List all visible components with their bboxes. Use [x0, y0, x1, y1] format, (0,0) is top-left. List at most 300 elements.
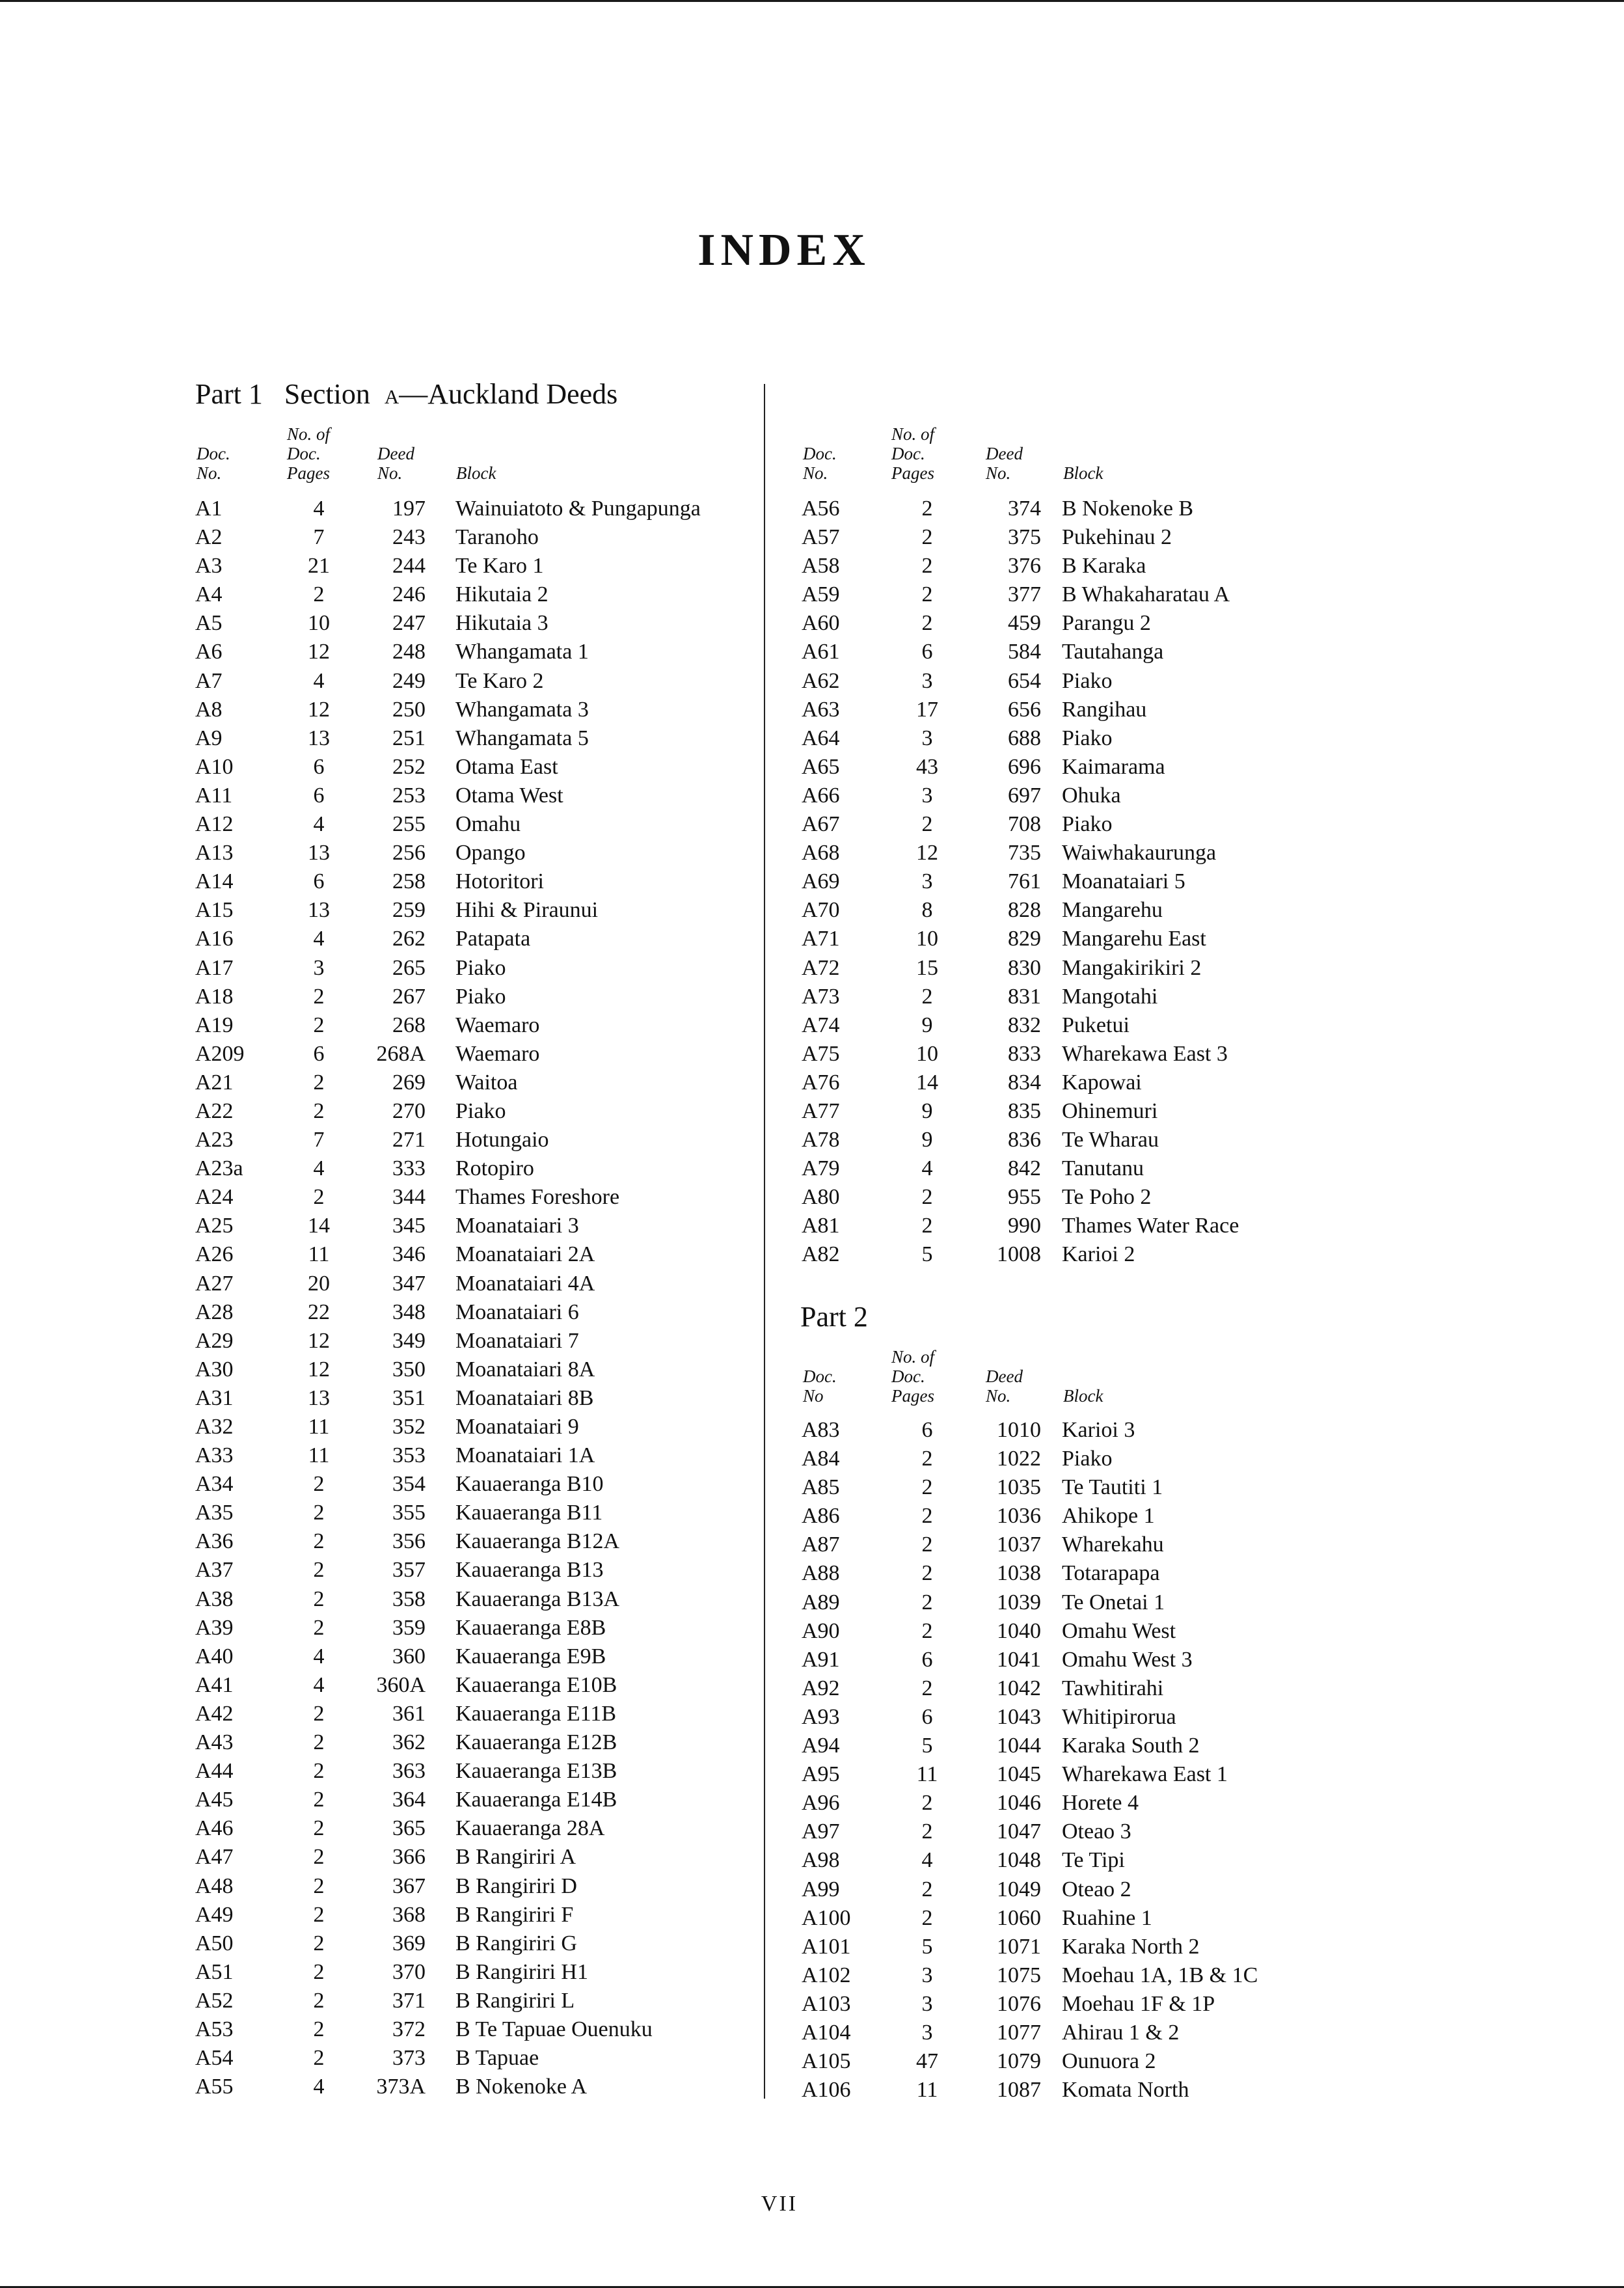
doc-number-cell: A37	[195, 1558, 234, 1583]
page-count-cell: 6	[313, 783, 325, 808]
block-name-cell: Karaka North 2	[1062, 1934, 1200, 1959]
table-row	[802, 552, 1361, 580]
doc-number-cell: A3	[195, 554, 223, 579]
deed-number-cell: 1071	[997, 1934, 1041, 1959]
doc-number-cell: A64	[802, 726, 840, 750]
table-row	[195, 1786, 755, 1814]
table-row	[195, 1413, 755, 1441]
block-name-cell: Horete 4	[1062, 1791, 1139, 1816]
table-row	[802, 1473, 1361, 1502]
table-row	[195, 1556, 755, 1585]
page-count-cell: 13	[308, 1385, 330, 1410]
doc-number-cell: A85	[802, 1475, 840, 1500]
page-count-cell: 2	[313, 1501, 325, 1525]
deed-number-cell: 1008	[997, 1242, 1041, 1267]
section-title-text: —Auckland Deeds	[399, 378, 618, 410]
table-row	[802, 1069, 1361, 1097]
doc-number-cell: A42	[195, 1701, 234, 1726]
part2-header-deed-no: Deed No.	[986, 1367, 1023, 1406]
block-name-cell: Te Karo 2	[455, 668, 544, 693]
deed-number-cell: 842	[1008, 1156, 1041, 1181]
deed-number-cell: 367	[392, 1873, 426, 1898]
deed-number-cell: 697	[1008, 783, 1041, 808]
block-name-cell: Te Poho 2	[1062, 1185, 1152, 1210]
page-count-cell: 2	[921, 1590, 933, 1614]
doc-number-cell: A57	[802, 525, 840, 550]
deed-number-cell: 253	[392, 783, 426, 808]
deed-number-cell: 375	[1008, 525, 1041, 550]
deed-number-cell: 255	[392, 812, 426, 837]
page-count-cell: 2	[313, 1902, 325, 1927]
doc-number-cell: A22	[195, 1098, 234, 1123]
doc-number-cell: A48	[195, 1873, 234, 1898]
table-row	[195, 1327, 755, 1355]
block-name-cell: Waiwhakaurunga	[1062, 841, 1217, 865]
deed-number-cell: 376	[1008, 554, 1041, 579]
block-name-cell: Hihi & Piraunui	[455, 898, 599, 923]
page-count-cell: 14	[308, 1214, 330, 1238]
page-number: VII	[761, 2192, 798, 2216]
table-row	[802, 1559, 1361, 1588]
table-row	[195, 1843, 755, 1872]
table-row	[802, 1703, 1361, 1732]
page-count-cell: 2	[921, 1561, 933, 1586]
part-label: Part 1	[195, 378, 263, 410]
table-row	[802, 867, 1361, 896]
block-name-cell: Taranoho	[455, 525, 539, 550]
section-label: Section	[284, 378, 370, 410]
page-count-cell: 47	[916, 2049, 938, 2074]
table-row	[195, 1441, 755, 1470]
table-row	[195, 1154, 755, 1183]
deed-number-cell: 373A	[376, 2075, 426, 2099]
block-name-cell: Komata North	[1062, 2078, 1189, 2103]
deed-number-cell: 1045	[997, 1762, 1041, 1787]
deed-number-cell: 1048	[997, 1848, 1041, 1873]
deed-number-cell: 356	[392, 1529, 426, 1554]
doc-number-cell: A58	[802, 554, 840, 579]
page-count-cell: 2	[921, 1504, 933, 1529]
deed-number-cell: 955	[1008, 1185, 1041, 1210]
table-row	[802, 954, 1361, 983]
doc-number-cell: A92	[802, 1676, 840, 1700]
block-name-cell: Wainuiatoto & Pungapunga	[455, 497, 701, 521]
doc-number-cell: A14	[195, 869, 234, 894]
doc-number-cell: A70	[802, 898, 840, 923]
deed-number-cell: 265	[392, 955, 426, 980]
doc-number-cell: A35	[195, 1501, 234, 1525]
deed-number-cell: 1049	[997, 1877, 1041, 1901]
block-name-cell: Ruahine 1	[1062, 1905, 1152, 1930]
block-name-cell: Mangotahi	[1062, 984, 1158, 1009]
doc-number-cell: A28	[195, 1300, 234, 1324]
block-name-cell: Moanataiari 7	[455, 1328, 579, 1353]
block-name-cell: Moanataiari 4A	[455, 1271, 595, 1296]
deed-number-cell: 251	[392, 726, 426, 750]
doc-number-cell: A73	[802, 984, 840, 1009]
doc-number-cell: A1	[195, 497, 223, 521]
page-count-cell: 2	[921, 812, 933, 837]
page-count-cell: 4	[313, 927, 325, 951]
deed-number-cell: 1038	[997, 1561, 1041, 1586]
deed-number-cell: 831	[1008, 984, 1041, 1009]
block-name-cell: Kauaeranga E14B	[455, 1788, 617, 1812]
block-name-cell: B Tapuae	[455, 2046, 539, 2071]
table-row	[195, 1298, 755, 1327]
block-name-cell: Thames Foreshore	[455, 1185, 620, 1210]
page-count-cell: 6	[921, 1418, 933, 1442]
block-name-cell: Kauaeranga B13A	[455, 1587, 620, 1611]
block-name-cell: Te Onetai 1	[1062, 1590, 1165, 1614]
block-name-cell: Piako	[1062, 1447, 1113, 1471]
doc-number-cell: A76	[802, 1070, 840, 1095]
page-count-cell: 4	[313, 812, 325, 837]
page-count-cell: 6	[313, 754, 325, 779]
table-row	[802, 1126, 1361, 1154]
deed-number-cell: 247	[392, 611, 426, 636]
block-name-cell: Piako	[455, 984, 506, 1009]
deed-number-cell: 345	[392, 1214, 426, 1238]
table-row	[195, 1097, 755, 1126]
page-count-cell: 11	[308, 1443, 330, 1468]
page-count-cell: 2	[921, 1214, 933, 1238]
section-letter: a	[384, 378, 399, 410]
deed-number-cell: 346	[392, 1242, 426, 1267]
table-row	[195, 1987, 755, 2015]
page-count-cell: 13	[308, 841, 330, 865]
block-name-cell: Omahu West 3	[1062, 1647, 1193, 1672]
block-name-cell: B Te Tapuae Ouenuku	[455, 2017, 653, 2041]
deed-number-cell: 360A	[376, 1672, 426, 1697]
block-name-cell: Moehau 1A, 1B & 1C	[1062, 1963, 1258, 1987]
page-count-cell: 3	[313, 955, 325, 980]
table-row	[802, 1990, 1361, 2019]
deed-number-cell: 358	[392, 1587, 426, 1611]
page-count-cell: 3	[921, 2020, 933, 2045]
table-row	[802, 1904, 1361, 1933]
block-name-cell: Rangihau	[1062, 697, 1147, 722]
page-count-cell: 2	[921, 1185, 933, 1210]
doc-number-cell: A49	[195, 1902, 234, 1927]
table-row	[802, 724, 1361, 753]
block-name-cell: Patapata	[455, 927, 531, 951]
doc-number-cell: A31	[195, 1385, 234, 1410]
block-name-cell: Kauaeranga E13B	[455, 1759, 617, 1784]
block-name-cell: B Rangiriri H1	[455, 1959, 588, 1984]
block-name-cell: Ahirau 1 & 2	[1062, 2020, 1180, 2045]
doc-number-cell: A209	[195, 1041, 245, 1066]
table-row	[802, 1502, 1361, 1531]
deed-number-cell: 197	[392, 497, 426, 521]
header-block-right: Block	[1063, 463, 1103, 483]
block-name-cell: Karioi 2	[1062, 1242, 1135, 1267]
doc-number-cell: A30	[195, 1357, 234, 1382]
block-name-cell: Oteao 3	[1062, 1819, 1131, 1844]
table-row	[195, 580, 755, 609]
block-name-cell: Moanataiari 3	[455, 1214, 579, 1238]
table-row	[802, 1240, 1361, 1269]
page-count-cell: 2	[313, 582, 325, 607]
header-deed-no: Deed No.	[377, 444, 414, 483]
block-name-cell: Moehau 1F & 1P	[1062, 1991, 1215, 2016]
doc-number-cell: A13	[195, 841, 234, 865]
deed-number-cell: 1043	[997, 1704, 1041, 1729]
table-row	[802, 1416, 1361, 1445]
doc-number-cell: A25	[195, 1214, 234, 1238]
page-count-cell: 2	[313, 1070, 325, 1095]
header-deed-no-right: Deed No.	[986, 444, 1023, 483]
doc-number-cell: A40	[195, 1644, 234, 1668]
deed-number-cell: 244	[392, 554, 426, 579]
block-name-cell: Piako	[455, 1098, 506, 1123]
block-name-cell: B Rangiriri D	[455, 1873, 577, 1898]
deed-number-cell: 708	[1008, 812, 1041, 837]
deed-number-cell: 832	[1008, 1013, 1041, 1037]
doc-number-cell: A11	[195, 783, 233, 808]
table-row	[195, 552, 755, 580]
block-name-cell: Te Tipi	[1062, 1848, 1125, 1873]
page-count-cell: 2	[313, 1615, 325, 1640]
doc-number-cell: A94	[802, 1734, 840, 1758]
deed-number-cell: 761	[1008, 869, 1041, 894]
block-name-cell: Puketui	[1062, 1013, 1130, 1037]
page-count-cell: 2	[313, 1558, 325, 1583]
page-count-cell: 2	[921, 1618, 933, 1643]
doc-number-cell: A21	[195, 1070, 234, 1095]
table-row	[195, 810, 755, 839]
block-name-cell: Karioi 3	[1062, 1418, 1135, 1442]
page-count-cell: 4	[313, 497, 325, 521]
page-count-cell: 2	[313, 1098, 325, 1123]
table-row	[195, 696, 755, 724]
table-row	[802, 2047, 1361, 2076]
block-name-cell: Kauaeranga E8B	[455, 1615, 606, 1640]
block-name-cell: Omahu	[455, 812, 521, 837]
deed-number-cell: 354	[392, 1472, 426, 1497]
doc-number-cell: A23a	[195, 1156, 243, 1181]
page-count-cell: 2	[921, 1819, 933, 1844]
doc-number-cell: A71	[802, 927, 840, 951]
doc-number-cell: A47	[195, 1845, 234, 1870]
deed-number-cell: 1079	[997, 2049, 1041, 2074]
page-count-cell: 2	[313, 2017, 325, 2041]
page-count-cell: 2	[313, 1730, 325, 1755]
block-name-cell: Ounuora 2	[1062, 2049, 1156, 2074]
doc-number-cell: A4	[195, 582, 223, 607]
doc-number-cell: A24	[195, 1185, 234, 1210]
page-count-cell: 7	[313, 1128, 325, 1152]
deed-number-cell: 1075	[997, 1963, 1041, 1987]
block-name-cell: Totarapapa	[1062, 1561, 1160, 1586]
block-name-cell: Karaka South 2	[1062, 1734, 1200, 1758]
block-name-cell: Te Tautiti 1	[1062, 1475, 1163, 1500]
page-count-cell: 6	[313, 869, 325, 894]
doc-number-cell: A60	[802, 611, 840, 636]
block-name-cell: Mangarehu	[1062, 898, 1163, 923]
page-count-cell: 22	[308, 1300, 330, 1324]
doc-number-cell: A15	[195, 898, 234, 923]
doc-number-cell: A67	[802, 812, 840, 837]
deed-number-cell: 256	[392, 841, 426, 865]
section-heading	[195, 377, 617, 411]
deed-number-cell: 359	[392, 1615, 426, 1640]
table-row	[802, 782, 1361, 810]
doc-number-cell: A63	[802, 697, 840, 722]
table-row	[195, 1757, 755, 1786]
deed-number-cell: 269	[392, 1070, 426, 1095]
deed-number-cell: 349	[392, 1328, 426, 1353]
page-count-cell: 4	[921, 1156, 933, 1181]
table-row	[195, 1470, 755, 1499]
doc-number-cell: A23	[195, 1128, 234, 1152]
block-name-cell: Te Wharau	[1062, 1128, 1159, 1152]
doc-number-cell: A89	[802, 1590, 840, 1614]
table-row	[802, 580, 1361, 609]
deed-number-cell: 365	[392, 1816, 426, 1841]
block-name-cell: Whangamata 3	[455, 697, 589, 722]
block-name-cell: Waemaro	[455, 1041, 540, 1066]
doc-number-cell: A103	[802, 1991, 851, 2016]
table-row	[195, 638, 755, 666]
block-name-cell: Pukehinau 2	[1062, 525, 1172, 550]
table-row	[802, 609, 1361, 638]
doc-number-cell: A84	[802, 1447, 840, 1471]
deed-number-cell: 363	[392, 1759, 426, 1784]
doc-number-cell: A102	[802, 1963, 851, 1987]
top-scan-edge	[0, 0, 1624, 2]
doc-number-cell: A104	[802, 2020, 851, 2045]
deed-number-cell: 372	[392, 2017, 426, 2041]
block-name-cell: Hikutaia 3	[455, 611, 548, 636]
block-name-cell: Wharekawa East 1	[1062, 1762, 1228, 1787]
page-count-cell: 2	[921, 1447, 933, 1471]
block-name-cell: Hikutaia 2	[455, 582, 548, 607]
page-count-cell: 2	[921, 1676, 933, 1700]
block-name-cell: Thames Water Race	[1062, 1214, 1239, 1238]
header-doc-no: Doc. No.	[196, 444, 230, 483]
doc-number-cell: A87	[802, 1532, 840, 1557]
block-name-cell: Kauaeranga 28A	[455, 1816, 605, 1841]
block-name-cell: B Nokenoke A	[455, 2075, 588, 2099]
page-count-cell: 13	[308, 898, 330, 923]
block-name-cell: Moanataiari 8A	[455, 1357, 595, 1382]
deed-number-cell: 268A	[376, 1041, 426, 1066]
table-row	[802, 1183, 1361, 1212]
deed-number-cell: 836	[1008, 1128, 1041, 1152]
page-count-cell: 2	[313, 1931, 325, 1955]
doc-number-cell: A82	[802, 1242, 840, 1267]
block-name-cell: Moanataiari 8B	[455, 1385, 594, 1410]
doc-number-cell: A98	[802, 1848, 840, 1873]
page-count-cell: 4	[921, 1848, 933, 1873]
deed-number-cell: 270	[392, 1098, 426, 1123]
doc-number-cell: A59	[802, 582, 840, 607]
deed-number-cell: 368	[392, 1902, 426, 1927]
deed-number-cell: 990	[1008, 1214, 1041, 1238]
deed-number-cell: 1035	[997, 1475, 1041, 1500]
block-name-cell: Kauaeranga B10	[455, 1472, 604, 1497]
page-count-cell: 10	[308, 611, 330, 636]
block-name-cell: Waitoa	[455, 1070, 518, 1095]
block-name-cell: Kauaeranga E11B	[455, 1701, 617, 1726]
page-count-cell: 2	[313, 1185, 325, 1210]
doc-number-cell: A52	[195, 1988, 234, 2013]
page-count-cell: 2	[313, 1587, 325, 1611]
table-row	[195, 1728, 755, 1757]
page-count-cell: 5	[921, 1242, 933, 1267]
table-row	[802, 1154, 1361, 1183]
block-name-cell: Tawhitirahi	[1062, 1676, 1164, 1700]
block-name-cell: Moanataiari 2A	[455, 1242, 595, 1267]
deed-number-cell: 262	[392, 927, 426, 951]
page-count-cell: 10	[916, 927, 938, 951]
deed-number-cell: 351	[392, 1385, 426, 1410]
table-row	[195, 2073, 755, 2101]
table-row	[802, 1674, 1361, 1703]
table-row	[195, 896, 755, 925]
doc-number-cell: A80	[802, 1185, 840, 1210]
doc-number-cell: A88	[802, 1561, 840, 1586]
page-count-cell: 11	[308, 1415, 330, 1439]
block-name-cell: Moanataiari 9	[455, 1415, 579, 1439]
table-row	[195, 1872, 755, 1901]
page-count-cell: 2	[313, 1701, 325, 1726]
page-count-cell: 2	[313, 1959, 325, 1984]
doc-number-cell: A75	[802, 1041, 840, 1066]
doc-number-cell: A68	[802, 841, 840, 865]
page-count-cell: 5	[921, 1934, 933, 1959]
table-row	[802, 1011, 1361, 1040]
page-count-cell: 7	[313, 525, 325, 550]
table-row	[195, 983, 755, 1011]
deed-number-cell: 1022	[997, 1447, 1041, 1471]
header-doc-no-right: Doc. No.	[803, 444, 837, 483]
deed-number-cell: 1060	[997, 1905, 1041, 1930]
page-count-cell: 6	[921, 1647, 933, 1672]
deed-number-cell: 656	[1008, 697, 1041, 722]
table-row	[195, 1212, 755, 1240]
header-pages-right: No. of Doc. Pages	[891, 424, 935, 483]
page-count-cell: 2	[921, 1532, 933, 1557]
page-count-cell: 12	[308, 1357, 330, 1382]
page-count-cell: 2	[921, 554, 933, 579]
doc-number-cell: A96	[802, 1791, 840, 1816]
deed-number-cell: 364	[392, 1788, 426, 1812]
page-count-cell: 17	[916, 697, 938, 722]
doc-number-cell: A2	[195, 525, 223, 550]
doc-number-cell: A45	[195, 1788, 234, 1812]
table-row	[802, 667, 1361, 696]
deed-number-cell: 735	[1008, 841, 1041, 865]
deed-number-cell: 347	[392, 1271, 426, 1296]
deed-number-cell: 355	[392, 1501, 426, 1525]
doc-number-cell: A62	[802, 668, 840, 693]
block-name-cell: Kauaeranga B11	[455, 1501, 603, 1525]
deed-number-cell: 833	[1008, 1041, 1041, 1066]
deed-number-cell: 248	[392, 640, 426, 664]
block-name-cell: B Rangiriri G	[455, 1931, 577, 1955]
deed-number-cell: 1036	[997, 1504, 1041, 1529]
deed-number-cell: 696	[1008, 754, 1041, 779]
header-block: Block	[456, 463, 496, 483]
doc-number-cell: A101	[802, 1934, 851, 1959]
table-row	[195, 1614, 755, 1642]
doc-number-cell: A51	[195, 1959, 234, 1984]
block-name-cell: Kapowai	[1062, 1070, 1142, 1095]
block-name-cell: Waemaro	[455, 1013, 540, 1037]
block-name-cell: Kauaeranga E9B	[455, 1644, 606, 1668]
table-row	[195, 1183, 755, 1212]
